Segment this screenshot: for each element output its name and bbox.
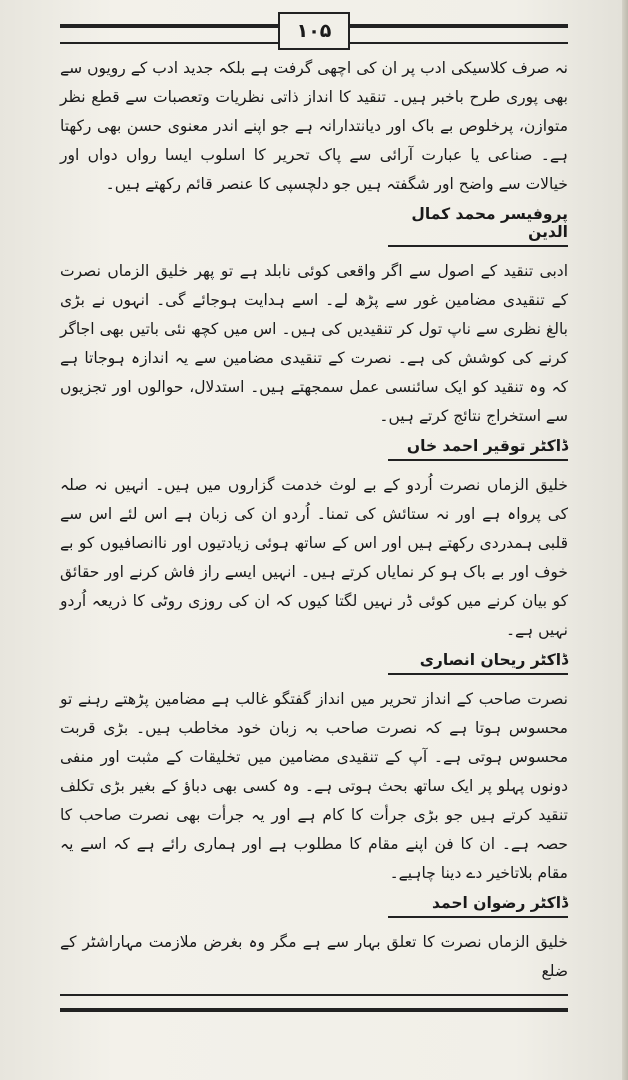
author-4: ڈاکٹر رضوان احمد — [388, 888, 568, 918]
footer-double-rule — [60, 994, 568, 1012]
paragraph-3: خلیق الزماں نصرت اُردو کے بے لوث خدمت گزاروں میں ہیں۔ انہیں نہ صلہ کی پرواہ ہے اور نہ ستائش کی تمنا۔ اُردو ان کی زبان ہے اس لئے اس سے قلبی ہمدردی رکھتے ہیں اور اس کے ساتھ ہوئی زیادتیوں اور ناانصافیوں کو بے خوف اور بے باک ہو کر نمایاں کرتے ہیں۔ انہیں ایسے راز فاش کرنے اور حقائق کو بیان کرنے میں کوئی ڈر نہیں لگتا کیوں کہ ان کی روزی روٹی کا ذریعہ اُردو نہیں ہے۔ — [60, 476, 568, 639]
paragraph-4: نصرت صاحب کے انداز تحریر میں انداز گفتگو غالب ہے مضامین پڑھتے رہنے تو محسوس ہوتا ہے کہ نصرت صاحب بہ زبان خود مخاطب ہیں۔ بڑی قربت محسوس ہوتی ہے۔ آپ کے تنقیدی مضامین میں تخلیقات کے مثبت اور منفی دونوں پہلو پر ایک ساتھ بحث ہوتی ہے۔ وہ کسی بھی دباؤ کے بغیر بڑی تکلف تنقید کرتے ہیں جو بڑی جرأت کا کام ہے اور یہ جرأت بھی نصرت صاحب کا حصہ ہے۔ ان کا فن اپنے مقام کا مطلوب ہے اور ہماری رائے ہے کہ اسے یہ مقام بلاتاخیر دے دینا چاہیے۔ — [60, 690, 568, 882]
paragraph-5: خلیق الزماں نصرت کا تعلق بہار سے ہے مگر وہ بغرض ملازمت مہاراشٹر کے ضلع — [60, 933, 568, 980]
author-2: ڈاکٹر توقیر احمد خاں — [388, 431, 568, 461]
page-number: ۱۰۵ — [278, 12, 350, 50]
paragraph-2: ادبی تنقید کے اصول سے اگر واقعی کوئی نابلد ہے تو پھر خلیق الزماں نصرت کے تنقیدی مضامین غور سے پڑھ لے۔ اسے ہدایت ہوجائے گی۔ انہوں نے بڑی بالغ نظری سے ناپ تول کر تنقیدیں کی ہیں۔ اس میں کچھ نئی باتیں بھی اجاگر کرنے کی کوشش کی ہے۔ نصرت کے تنقیدی مضامین سے یہ اندازہ ہوجاتا ہے کہ وہ تنقید کو ایک سائنسی عمل سمجھتے ہیں۔ استدلال، حوالوں اور تجزیوں سے استخراج نتائج کرتے ہیں۔ — [60, 262, 568, 425]
author-1: پروفیسر محمد کمال الدین — [388, 199, 568, 247]
page-spine-shadow — [622, 0, 628, 1080]
page-content — [60, 54, 568, 990]
author-3: ڈاکٹر ریحان انصاری — [388, 645, 568, 675]
paragraph-1: نہ صرف کلاسیکی ادب پر ان کی اچھی گرفت ہے بلکہ جدید ادب کے رویوں سے بھی پوری طرح باخبر ہیں۔ تنقید کا انداز ذاتی نظریات وتعصبات سے قطع نظر متوازن، پرخلوص بے باک اور دیانتدارانہ ہے جو اپنے اندر معنوی حسن بھی رکھتا ہے۔ صناعی یا عبارت آرائی سے پاک تحریر کا اسلوب ایسا رواں دواں اور خیالات سے واضح اور شگفتہ ہیں جو دلچسپی کا عنصر قائم رکھتے ہیں۔ — [60, 59, 568, 193]
